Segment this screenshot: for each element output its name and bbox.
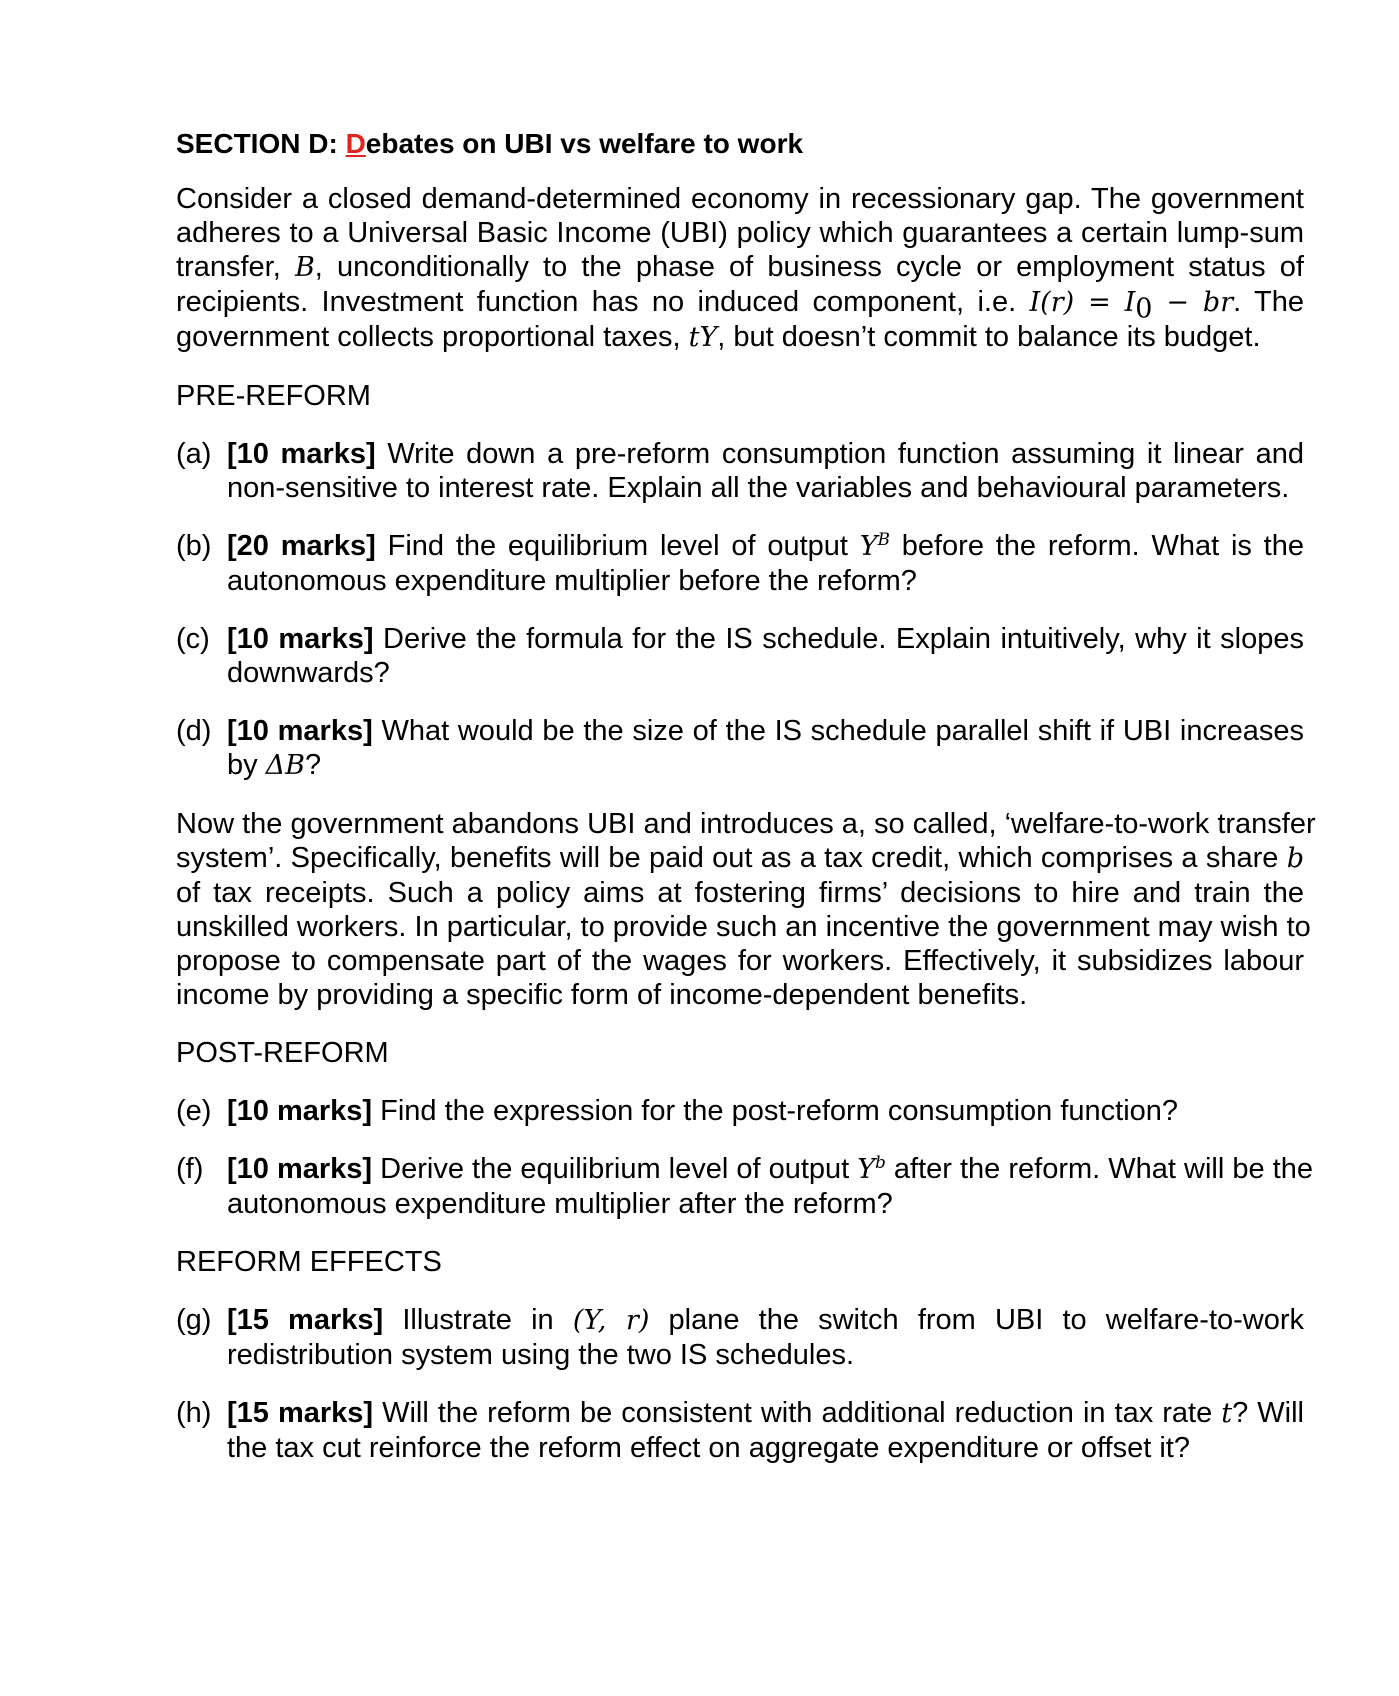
question-c: (c) [10 marks] Derive the formula for the IS schedule. Explain intuitively, why it slopes downwards? xyxy=(176,623,1304,689)
pre-reform-label: PRE-REFORM xyxy=(176,380,371,412)
question-marks: [10 marks] xyxy=(227,438,376,470)
document-page xyxy=(176,124,1316,1465)
question-f: (f) [10 marks] Derive the equilibrium level of output $Y^b$ after the reform. What will be the autonomous expenditure multiplier after the reform? xyxy=(176,1152,1313,1220)
question-letter: (b) xyxy=(176,530,212,562)
math-Yb: $Y^b$ xyxy=(857,1152,886,1185)
intro-paragraph xyxy=(176,182,1304,355)
question-e: (e) [10 marks] Find the expression for the post-reform consumption function? xyxy=(176,1095,1179,1127)
question-marks: [15 marks] xyxy=(227,1397,374,1429)
question-marks: [10 marks] xyxy=(227,623,374,655)
question-letter: (f) xyxy=(176,1153,204,1185)
question-h: (h) [15 marks] Will the reform be consistent with additional reduction in tax rate t? Will the tax cut reinforce the reform effect on aggregate expenditure or offset it? xyxy=(176,1397,1304,1464)
section-title-rest: ebates on UBI vs welfare to work xyxy=(365,128,804,159)
reform-effects-label: REFORM EFFECTS xyxy=(176,1246,442,1278)
question-b: (b) [20 marks] Find the equilibrium level of output $Y^B$ before the reform. What is the autonomous expenditure multiplier before the reform? xyxy=(176,529,1304,597)
question-letter: (g) xyxy=(176,1304,212,1336)
section-heading xyxy=(176,124,1304,164)
math-b: b xyxy=(1286,843,1304,874)
post-reform-label: POST-REFORM xyxy=(176,1037,389,1069)
question-marks: [15 marks] xyxy=(227,1304,384,1336)
section-red-letter: D xyxy=(345,128,366,159)
question-g: (g) [15 marks] Illustrate in (Y, r) plane the switch from UBI to welfare-to-work redistribution system using the two IS schedules. xyxy=(176,1304,1305,1371)
math-Y-r-plane: (Y, r) xyxy=(572,1305,650,1336)
question-d: (d) [10 marks] What would be the size of the IS schedule parallel shift if UBI increases by ΔB? xyxy=(176,715,1304,781)
section-prefix: SECTION D: xyxy=(176,128,346,159)
question-letter: (d) xyxy=(176,715,212,747)
question-marks: [20 marks] xyxy=(227,530,376,562)
math-t: t xyxy=(1221,1398,1233,1429)
math-tY: tY xyxy=(688,322,718,353)
math-investment-function: $I(r) = I_0$ − br xyxy=(1029,287,1234,325)
math-delta-B: ΔB xyxy=(265,750,306,781)
question-marks: [10 marks] xyxy=(227,715,373,747)
question-a: (a) [10 marks] Write down a pre-reform consumption function assuming it linear and non-sensitive to interest rate. Explain all the variables and behavioural parameters. xyxy=(176,438,1304,504)
reform-paragraph: Now the government abandons UBI and introduces a, so called, ‘welfare-to-work transfer system’. Specifically, benefits will be paid out as a tax credit, which comprises a share b of tax receipts. Such a policy aims at fostering firms’ decisions to hire and train the unskilled workers. In particular, to provide such an incentive the government may wish to propose to compensate part of the wages for workers. Effectively, it subsidizes labour income by providing a specific form of income-dependent benefits. xyxy=(176,808,1316,1011)
intro-line-1: Consider a closed demand-determined economy in recessionary gap. The government xyxy=(176,183,1304,215)
intro-line-3: transfer, B, unconditionally to the phase of business cycle or employment status of xyxy=(176,251,1304,283)
question-marks: [10 marks] xyxy=(227,1153,373,1185)
question-letter: (c) xyxy=(176,623,210,655)
question-marks: [10 marks] xyxy=(227,1095,373,1127)
intro-line-2: adheres to a Universal Basic Income (UBI) policy which guarantees a certain lump-sum xyxy=(176,217,1304,249)
math-B: B xyxy=(294,252,315,283)
intro-line-4: recipients. Investment function has no induced component, i.e. $I(r) = I_0$ − br. The xyxy=(176,286,1305,325)
intro-line-5: government collects proportional taxes, tY, but doesn’t commit to balance its budget. xyxy=(176,321,1261,353)
question-letter: (e) xyxy=(176,1095,212,1127)
question-letter: (h) xyxy=(176,1397,212,1429)
question-letter: (a) xyxy=(176,438,212,470)
math-YB: $Y^B$ xyxy=(859,529,890,562)
